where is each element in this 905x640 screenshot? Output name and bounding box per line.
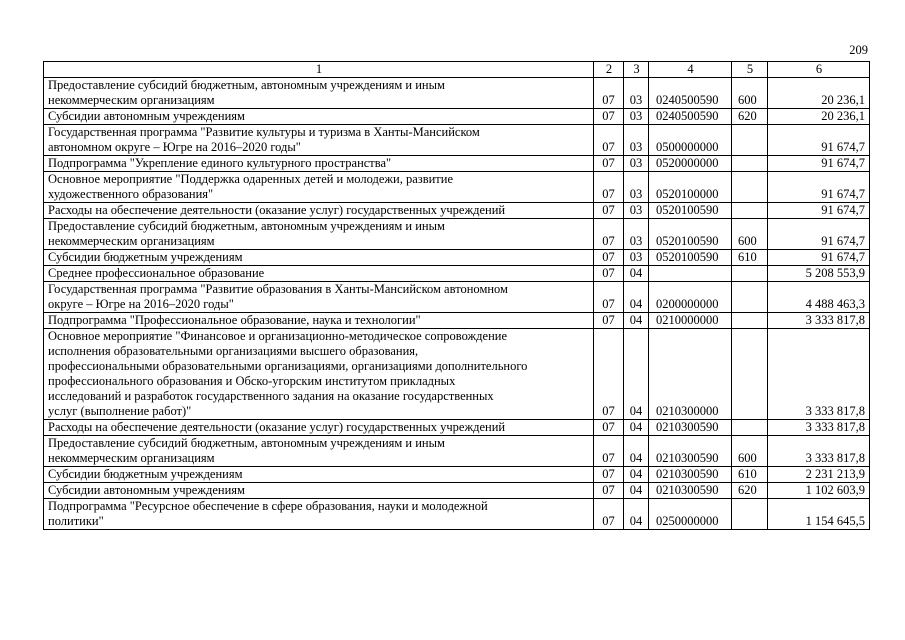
table-row	[44, 420, 870, 436]
row-section: 07	[594, 313, 624, 329]
row-expense-type	[732, 156, 768, 172]
row-target-code: 0210000000	[649, 313, 732, 329]
row-amount: 4 488 463,3	[768, 282, 870, 313]
row-description: Субсидии бюджетным учреждениям	[44, 467, 594, 483]
row-amount: 5 208 553,9	[768, 266, 870, 282]
row-section: 07	[594, 266, 624, 282]
row-amount: 91 674,7	[768, 172, 870, 203]
row-target-code: 0200000000	[649, 282, 732, 313]
row-expense-type	[732, 172, 768, 203]
row-description: Субсидии бюджетным учреждениям	[44, 250, 594, 266]
row-section: 07	[594, 219, 624, 250]
row-amount: 91 674,7	[768, 125, 870, 156]
row-section: 07	[594, 172, 624, 203]
row-expense-type: 620	[732, 109, 768, 125]
row-target-code	[649, 266, 732, 282]
row-subsection: 04	[624, 313, 649, 329]
row-amount: 20 236,1	[768, 109, 870, 125]
row-description: Расходы на обеспечение деятельности (оказание услуг) государственных учреждений	[44, 420, 594, 436]
row-amount: 91 674,7	[768, 203, 870, 219]
column-header: 1	[44, 62, 594, 78]
row-expense-type: 600	[732, 219, 768, 250]
table-header-row	[44, 62, 870, 78]
column-header: 6	[768, 62, 870, 78]
row-subsection: 03	[624, 203, 649, 219]
row-description: Предоставление субсидий бюджетным, автономным учреждениям и иным некоммерческим организациям	[44, 78, 594, 109]
row-amount: 3 333 817,8	[768, 329, 870, 420]
row-expense-type: 610	[732, 250, 768, 266]
row-expense-type	[732, 313, 768, 329]
row-expense-type: 610	[732, 467, 768, 483]
row-amount: 91 674,7	[768, 219, 870, 250]
row-section: 07	[594, 203, 624, 219]
row-description: Предоставление субсидий бюджетным, автономным учреждениям и иным некоммерческим организациям	[44, 436, 594, 467]
row-subsection: 04	[624, 467, 649, 483]
row-expense-type	[732, 125, 768, 156]
table-row	[44, 436, 870, 467]
row-description: Государственная программа "Развитие культуры и туризма в Ханты-Мансийском автономном округе – Югре на 2016–2020 годы"	[44, 125, 594, 156]
row-description: Среднее профессиональное образование	[44, 266, 594, 282]
row-target-code: 0240500590	[649, 109, 732, 125]
row-target-code: 0520100590	[649, 203, 732, 219]
row-amount: 1 102 603,9	[768, 483, 870, 499]
row-amount: 1 154 645,5	[768, 499, 870, 530]
row-description: Подпрограмма "Ресурсное обеспечение в сфере образования, науки и молодежной политики"	[44, 499, 594, 530]
row-target-code: 0500000000	[649, 125, 732, 156]
table-row	[44, 499, 870, 530]
row-subsection: 04	[624, 436, 649, 467]
row-expense-type	[732, 420, 768, 436]
row-section: 07	[594, 78, 624, 109]
row-amount: 2 231 213,9	[768, 467, 870, 483]
row-target-code: 0210300590	[649, 436, 732, 467]
row-subsection: 03	[624, 219, 649, 250]
row-section: 07	[594, 329, 624, 420]
column-header: 4	[649, 62, 732, 78]
row-subsection: 04	[624, 266, 649, 282]
row-expense-type: 620	[732, 483, 768, 499]
row-section: 07	[594, 282, 624, 313]
table-row	[44, 203, 870, 219]
row-target-code: 0210300590	[649, 467, 732, 483]
row-amount: 20 236,1	[768, 78, 870, 109]
column-header: 5	[732, 62, 768, 78]
row-amount: 3 333 817,8	[768, 420, 870, 436]
row-subsection: 03	[624, 109, 649, 125]
table-row	[44, 282, 870, 313]
row-amount: 91 674,7	[768, 250, 870, 266]
row-description: Расходы на обеспечение деятельности (оказание услуг) государственных учреждений	[44, 203, 594, 219]
row-subsection: 03	[624, 156, 649, 172]
column-header: 2	[594, 62, 624, 78]
row-target-code: 0520100590	[649, 219, 732, 250]
page-number: 209	[849, 43, 868, 57]
row-expense-type	[732, 266, 768, 282]
row-description: Подпрограмма "Укрепление единого культурного пространства"	[44, 156, 594, 172]
row-amount: 3 333 817,8	[768, 313, 870, 329]
table-row	[44, 219, 870, 250]
table-row	[44, 78, 870, 109]
row-expense-type	[732, 282, 768, 313]
table-row	[44, 250, 870, 266]
row-description: Государственная программа "Развитие образования в Ханты-Мансийском автономном округе – Югре на 2016–2020 годы"	[44, 282, 594, 313]
row-subsection: 04	[624, 483, 649, 499]
row-amount: 91 674,7	[768, 156, 870, 172]
budget-table	[43, 61, 870, 530]
row-target-code: 0210300590	[649, 420, 732, 436]
table-row	[44, 467, 870, 483]
row-target-code: 0210300590	[649, 483, 732, 499]
table-row	[44, 109, 870, 125]
row-subsection: 04	[624, 499, 649, 530]
row-section: 07	[594, 250, 624, 266]
row-target-code: 0520100590	[649, 250, 732, 266]
table-row	[44, 125, 870, 156]
table-row	[44, 266, 870, 282]
row-description: Субсидии автономным учреждениям	[44, 109, 594, 125]
row-section: 07	[594, 109, 624, 125]
row-section: 07	[594, 156, 624, 172]
row-subsection: 03	[624, 172, 649, 203]
row-expense-type: 600	[732, 436, 768, 467]
row-description: Предоставление субсидий бюджетным, автономным учреждениям и иным некоммерческим организациям	[44, 219, 594, 250]
row-subsection: 03	[624, 250, 649, 266]
column-header: 3	[624, 62, 649, 78]
row-section: 07	[594, 125, 624, 156]
row-expense-type	[732, 329, 768, 420]
row-amount: 3 333 817,8	[768, 436, 870, 467]
row-target-code: 0210300000	[649, 329, 732, 420]
table-row	[44, 329, 870, 420]
row-section: 07	[594, 499, 624, 530]
row-target-code: 0250000000	[649, 499, 732, 530]
row-target-code: 0520000000	[649, 156, 732, 172]
row-description: Подпрограмма "Профессиональное образование, наука и технологии"	[44, 313, 594, 329]
table-row	[44, 483, 870, 499]
row-subsection: 03	[624, 78, 649, 109]
row-section: 07	[594, 420, 624, 436]
row-description: Субсидии автономным учреждениям	[44, 483, 594, 499]
row-section: 07	[594, 483, 624, 499]
row-target-code: 0240500590	[649, 78, 732, 109]
table-row	[44, 313, 870, 329]
row-subsection: 04	[624, 420, 649, 436]
row-description: Основное мероприятие "Поддержка одаренных детей и молодежи, развитие художественного образования"	[44, 172, 594, 203]
row-expense-type	[732, 499, 768, 530]
row-target-code: 0520100000	[649, 172, 732, 203]
row-subsection: 04	[624, 329, 649, 420]
row-description: Основное мероприятие "Финансовое и организационно-методическое сопровождение исполнения образовательными организациями высшего образования, профессиональными образовательными организациями, организациями дополнительного профессионального образования и Обско-угорским институтом прикладных исследований и разработок государственного задания на оказание государственных услуг (выполнение работ)"	[44, 329, 594, 420]
table-row	[44, 156, 870, 172]
row-expense-type: 600	[732, 78, 768, 109]
row-subsection: 04	[624, 282, 649, 313]
row-section: 07	[594, 436, 624, 467]
row-section: 07	[594, 467, 624, 483]
row-subsection: 03	[624, 125, 649, 156]
row-expense-type	[732, 203, 768, 219]
table-row	[44, 172, 870, 203]
